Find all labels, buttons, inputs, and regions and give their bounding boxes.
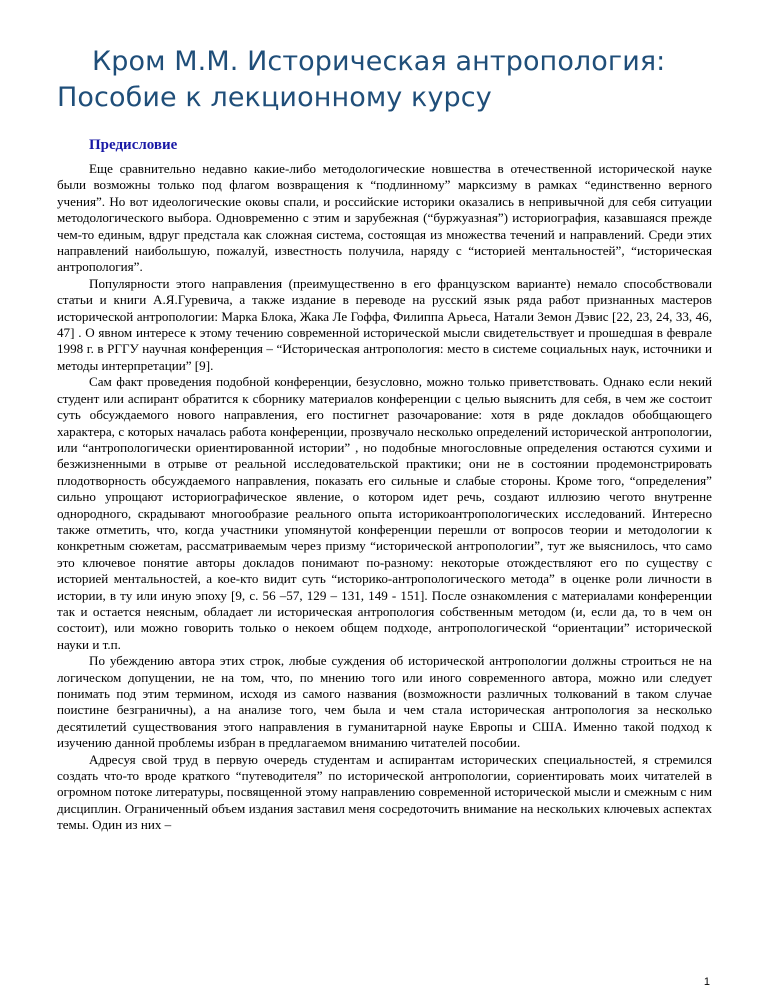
document-title-line-1: Кром М.М. Историческая антропология: xyxy=(92,46,666,77)
paragraph: По убеждению автора этих строк, любые суждения об исторической антропологии должны строиться не на логическом допущении, не на том, что, по мнению того или иного современного автора, можно или следует понимать под этим термином, исходя из самого названия (возможности различных толкований в таком случае поистине безграничны), а на анализе того, чем была и чем стала историческая антропология за несколько десятилетий существования этого направления в гуманитарной науке Европы и США. Именно такой подход к изучению данной проблемы избран в предлагаемом вниманию читателей пособии. xyxy=(57,653,712,751)
paragraph: Сам факт проведения подобной конференции, безусловно, можно только приветствовать. Однако если некий студент или аспирант обратится к сборнику материалов конференции с целью выяснить для себя, в чем же состоит суть обсуждаемого нового направления, его постигнет разочарование: хотя в ряде докладов обобщающего характера, с которых началась работа конференции, прозвучало несколько определений исторической антропологии, или “антропологически ориентированной истории” , но подобные многословные определения остаются сухими и безжизненными в отрыве от реальной исследовательской практики; они не в состоянии продемонстрировать плодотворность обсуждаемого направления, показать его сильные и слабые стороны. Кроме того, “определения” сильно упрощают историографическое явление, о котором идет речь, создают иллюзию чегото внутренне однородного, скрадывают многообразие реального опыта историкоантропологических исследований. Интересно также отметить, что, когда участники упомянутой конференции перешли от вопросов теории и методологии к конкретным сюжетам, рассматриваемым через призму “исторической антропологии”, тут же выяснилось, что само это ключевое понятие авторы докладов понимают по-разному: некоторые отождествляют его по существу с историей ментальностей, а кое-кто видит суть “историко-антропологического метода” в оценке роли личности в истории, в ту или иную эпоху [9, с. 56 –57, 129 – 131, 149 - 151]. После ознакомления с материалами конференции так и остается неясным, обладает ли историческая антропология собственным методом (и, если да, то в чем он состоит), или можно говорить только о некоем общем подходе, антропологической “ориентации” исторической науки и т.п. xyxy=(57,374,712,652)
page-number: 1 xyxy=(703,976,710,988)
document-title-line-2: Пособие к лекционному курсу xyxy=(57,82,492,113)
paragraph: Еще сравнительно недавно какие-либо методологические новшества в отечественной исторической науке были возможны только под флагом возвращения к “подлинному” марксизму в рамках “единственно верного учения”. Но вот идеологические оковы спали, и российские историки оказались в непривычной для себя ситуации методологического выбора. Одновременно с этим и зарубежная (“буржуазная”) историография, казавшаяся прежде чем-то единым, вдруг предстала как сложная система, состоящая из множества течений и направлений. Среди этих направлений наибольшую, пожалуй, известность получила, наряду с “историей ментальностей”, “историческая антропология”. xyxy=(57,161,712,275)
body-text xyxy=(57,161,712,834)
paragraph: Адресуя свой труд в первую очередь студентам и аспирантам исторических специальностей, я стремился создать что-то вроде краткого “путеводителя” по исторической антропологии, сориентировать моих читателей в огромном потоке литературы, посвященной этому направлению современной исторической мысли и смежным с ним дисциплин. Ограниченный объем издания заставил меня сосредоточить внимание на нескольких ключевых аспектах темы. Один из них – xyxy=(57,751,712,833)
section-heading: Предисловие xyxy=(89,137,178,153)
document-title xyxy=(57,44,712,116)
paragraph: Популярности этого направления (преимущественно в его французском варианте) немало способствовали статьи и книги А.Я.Гуревича, а также издание в переводе на русский язык ряда работ признанных мастеров исторической антропологии: Марка Блока, Жака Ле Гоффа, Филиппа Арьеса, Натали Земон Дэвис [22, 23, 24, 33, 46, 47] . О явном интересе к этому течению современной исторической мысли свидетельствует и прошедшая в феврале 1998 г. в РГГУ научная конференция – “Историческая антропология: место в системе социальных наук, источники и методы интерпретации” [9]. xyxy=(57,275,712,373)
